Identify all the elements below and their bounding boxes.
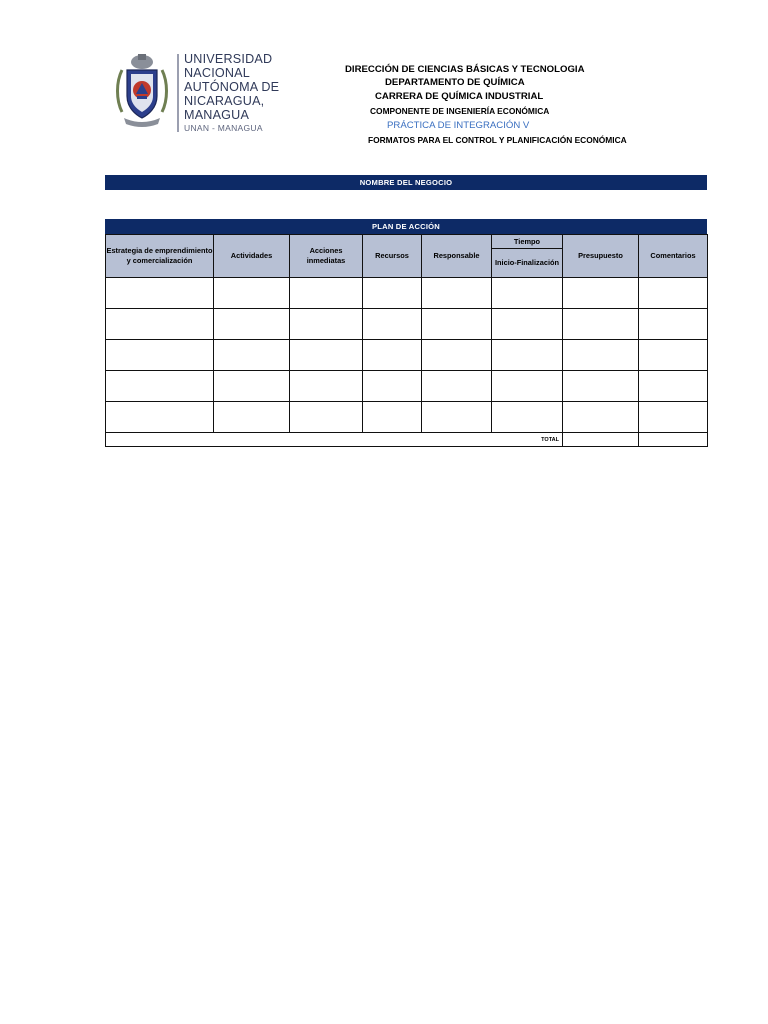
header-practica: PRÁCTICA DE INTEGRACIÓN V: [387, 120, 530, 131]
table-cell[interactable]: [422, 371, 492, 402]
table-cell[interactable]: [492, 402, 563, 433]
table-cell[interactable]: [563, 278, 639, 309]
action-plan-table: [105, 234, 708, 447]
table-cell[interactable]: [363, 309, 422, 340]
total-comentarios-cell[interactable]: [639, 433, 708, 447]
table-cell[interactable]: [363, 371, 422, 402]
table-cell[interactable]: [422, 402, 492, 433]
header-direccion: DIRECCIÓN DE CIENCIAS BÁSICAS Y TECNOLOGIA: [345, 64, 585, 75]
table-cell[interactable]: [106, 371, 214, 402]
table-cell[interactable]: [563, 371, 639, 402]
header-actividades: Actividades: [214, 235, 290, 278]
header-presupuesto: Presupuesto: [563, 235, 639, 278]
university-name-line: NACIONAL: [184, 66, 250, 80]
header-responsable: Responsable: [422, 235, 492, 278]
header-tiempo: Tiempo: [492, 235, 563, 249]
table-cell[interactable]: [492, 340, 563, 371]
table-cell[interactable]: [214, 340, 290, 371]
table-cell[interactable]: [563, 309, 639, 340]
table-cell[interactable]: [492, 371, 563, 402]
header-componente: COMPONENTE DE INGENIERÍA ECONÓMICA: [370, 106, 550, 116]
table-cell[interactable]: [422, 278, 492, 309]
header-carrera: CARRERA DE QUÍMICA INDUSTRIAL: [375, 91, 544, 102]
table-cell[interactable]: [290, 371, 363, 402]
table-cell[interactable]: [639, 340, 708, 371]
header-inicio-finalizacion: Inicio-Finalización: [492, 249, 563, 278]
table-row: [106, 309, 708, 340]
table-cell[interactable]: [492, 278, 563, 309]
table-cell[interactable]: [422, 340, 492, 371]
header-acciones: Acciones inmediatas: [290, 235, 363, 278]
table-cell[interactable]: [214, 278, 290, 309]
table-row: [106, 278, 708, 309]
table-cell[interactable]: [214, 309, 290, 340]
table-cell[interactable]: [563, 340, 639, 371]
table-cell[interactable]: [290, 309, 363, 340]
table-cell[interactable]: [363, 278, 422, 309]
table-cell[interactable]: [214, 402, 290, 433]
table-cell[interactable]: [214, 371, 290, 402]
university-logo: [114, 52, 284, 136]
university-crest-icon: [114, 52, 170, 128]
university-name-line: MANAGUA: [184, 108, 250, 122]
table-cell[interactable]: [290, 402, 363, 433]
total-row: [106, 433, 708, 447]
total-presupuesto-cell[interactable]: [563, 433, 639, 447]
table-row: [106, 340, 708, 371]
university-name-line: UNIVERSIDAD: [184, 52, 273, 66]
header-estrategia: Estrategia de emprendimiento y comercialización: [106, 235, 214, 278]
table-cell[interactable]: [290, 278, 363, 309]
header-comentarios: Comentarios: [639, 235, 708, 278]
university-name-line: AUTÓNOMA DE: [184, 80, 280, 94]
table-cell[interactable]: [290, 340, 363, 371]
table-cell[interactable]: [363, 340, 422, 371]
total-label: TOTAL: [106, 433, 563, 447]
table-cell[interactable]: [492, 309, 563, 340]
university-name-line: NICARAGUA,: [184, 94, 265, 108]
table-row: [106, 371, 708, 402]
table-cell[interactable]: [639, 309, 708, 340]
university-name: [184, 52, 294, 122]
table-cell[interactable]: [106, 309, 214, 340]
header-recursos: Recursos: [363, 235, 422, 278]
table-cell[interactable]: [639, 371, 708, 402]
header-departamento: DEPARTAMENTO DE QUÍMICA: [385, 77, 525, 88]
table-row: [106, 402, 708, 433]
table-cell[interactable]: [363, 402, 422, 433]
table-cell[interactable]: [639, 278, 708, 309]
table-cell[interactable]: [422, 309, 492, 340]
table-cell[interactable]: [563, 402, 639, 433]
table-cell[interactable]: [106, 402, 214, 433]
business-name-bar: NOMBRE DEL NEGOCIO: [105, 175, 707, 190]
table-cell[interactable]: [106, 278, 214, 309]
action-plan-title: PLAN DE ACCIÓN: [105, 219, 707, 234]
logo-divider: [177, 54, 179, 132]
table-cell[interactable]: [639, 402, 708, 433]
table-cell[interactable]: [106, 340, 214, 371]
university-abbreviation: UNAN - MANAGUA: [184, 123, 263, 133]
header-formatos: FORMATOS PARA EL CONTROL Y PLANIFICACIÓN ECONÓMICA: [368, 135, 627, 145]
